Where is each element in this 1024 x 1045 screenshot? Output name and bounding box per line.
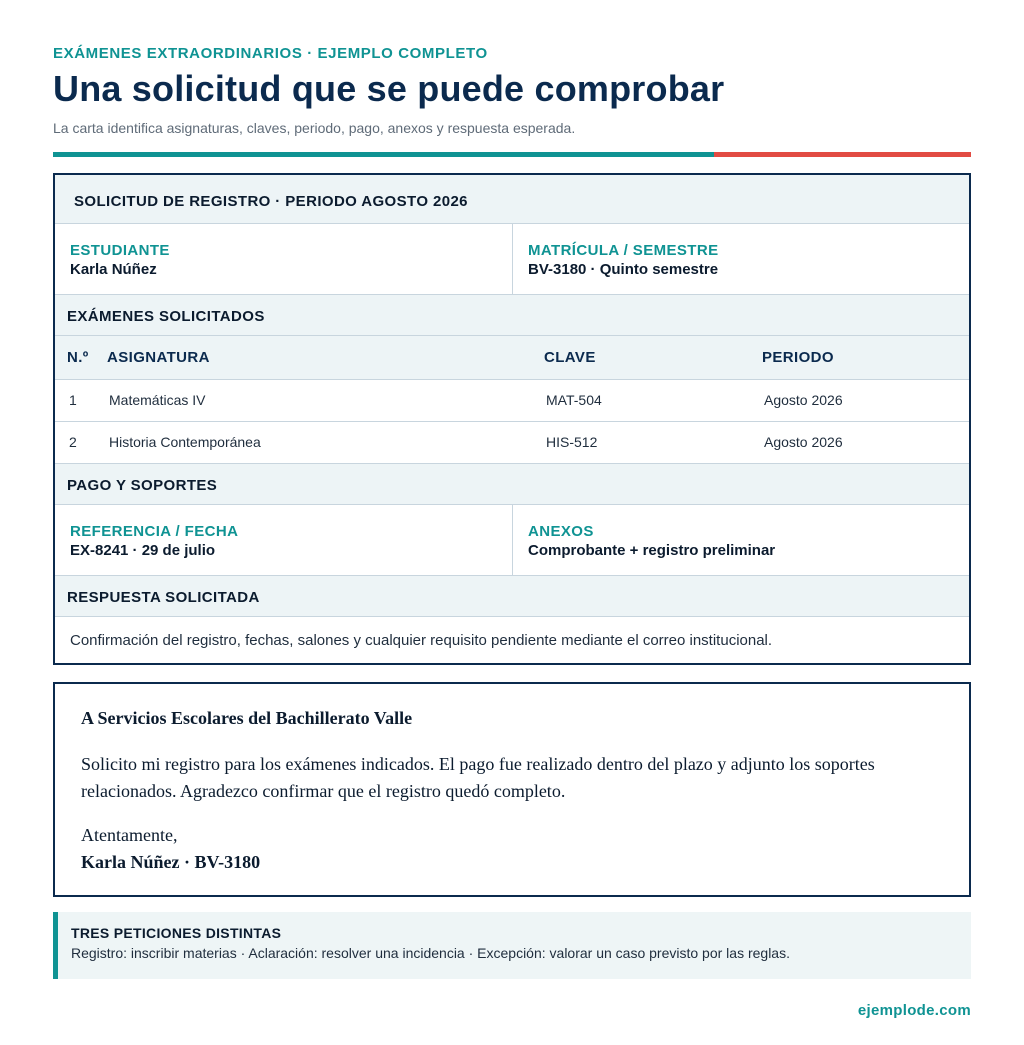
exams-table	[55, 336, 969, 464]
annex-cell	[512, 505, 969, 575]
exam-subject: Historia Contemporánea	[107, 421, 544, 463]
table-row	[55, 379, 969, 421]
exam-number: 2	[55, 421, 107, 463]
info-note	[53, 912, 971, 979]
response-section-title: RESPUESTA SOLICITADA	[55, 576, 969, 617]
reference-cell	[55, 505, 512, 575]
payment-row	[55, 505, 969, 576]
id-value: BV-3180 · Quinto semestre	[528, 261, 719, 278]
form-heading: SOLICITUD DE REGISTRO · PERIODO AGOSTO 2026	[55, 175, 969, 224]
page-subtitle: La carta identifica asignaturas, claves, periodo, pago, anexos y respuesta esperada.	[53, 120, 576, 136]
note-text: Registro: inscribir materias · Aclaración: resolver una incidencia · Excepción: valorar un caso previsto por las reglas.	[71, 945, 790, 961]
id-label: MATRÍCULA / SEMESTRE	[528, 242, 719, 259]
id-cell	[512, 224, 969, 294]
note-title: TRES PETICIONES DISTINTAS	[71, 925, 282, 941]
exam-subject: Matemáticas IV	[107, 379, 544, 421]
request-form-card	[53, 173, 971, 665]
divider-teal	[53, 152, 714, 157]
divider-red	[714, 152, 971, 157]
footer-brand: ejemplode.com	[857, 1002, 971, 1019]
exams-section-title: EXÁMENES SOLICITADOS	[55, 295, 969, 336]
exam-period: Agosto 2026	[762, 379, 969, 421]
exam-period: Agosto 2026	[762, 421, 969, 463]
exam-code: HIS-512	[544, 421, 762, 463]
letter-card	[53, 682, 971, 897]
letter-closing: Atentamente,	[81, 825, 178, 845]
letter-body: Solicito mi registro para los exámenes indicados. El pago fue realizado dentro del plazo y adjunto los soportes relacionados. Agradezco confirmar que el registro quedó completo.	[81, 754, 875, 801]
page-title: Una solicitud que se puede comprobar	[53, 68, 725, 109]
reference-value: EX-8241 · 29 de julio	[70, 541, 216, 559]
exam-number: 1	[55, 379, 107, 421]
response-text: Confirmación del registro, fechas, salones y cualquier requisito pendiente mediante el correo institucional.	[70, 631, 773, 649]
table-header-row	[55, 336, 969, 379]
table-row	[55, 421, 969, 463]
student-label: ESTUDIANTE	[70, 242, 170, 259]
reference-label: REFERENCIA / FECHA	[70, 522, 239, 540]
student-value: Karla Núñez	[70, 261, 157, 278]
student-cell	[55, 224, 512, 294]
col-code: CLAVE	[544, 336, 762, 379]
header-divider	[53, 152, 971, 157]
annex-value: Comprobante + registro preliminar	[528, 541, 776, 559]
letter-recipient: A Servicios Escolares del Bachillerato Valle	[81, 708, 413, 728]
student-row	[55, 224, 969, 295]
exam-code: MAT-504	[544, 379, 762, 421]
col-number: N.º	[55, 336, 107, 379]
col-subject: ASIGNATURA	[107, 336, 544, 379]
payment-section-title: PAGO Y SOPORTES	[55, 464, 969, 505]
annex-label: ANEXOS	[528, 522, 594, 540]
page-kicker: EXÁMENES EXTRAORDINARIOS · EJEMPLO COMPLETO	[53, 45, 488, 62]
col-period: PERIODO	[762, 336, 969, 379]
letter-signature: Karla Núñez · BV-3180	[81, 852, 261, 872]
